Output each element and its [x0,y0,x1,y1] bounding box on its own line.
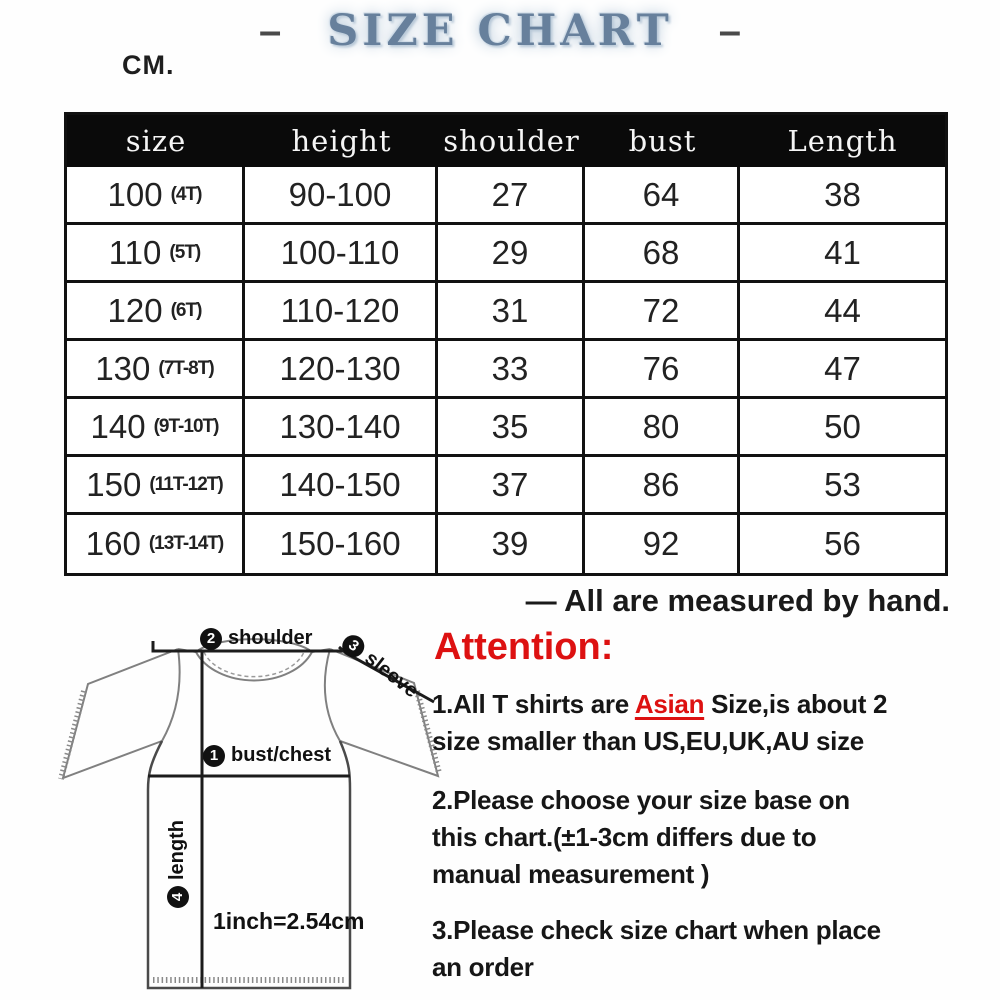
note-line: 2.Please choose your size base on [432,785,850,815]
measured-by-hand-note: — All are measured by hand. [525,583,950,618]
shoulder-cell: 39 [438,515,585,573]
note-text: Size,is about 2 [704,689,888,719]
age-tag: (11T-12T) [149,473,223,495]
size-value: 150 [86,465,142,503]
header-cell-shoulder: shoulder [438,115,585,167]
shoulder-cell: 31 [438,283,585,341]
length-cell: 44 [740,283,945,341]
height-cell: 100-110 [245,225,438,283]
header-cell-bust: bust [585,115,740,167]
size-value: 100 [107,175,163,213]
age-tag: (7T-8T) [158,357,214,379]
size-value: 140 [90,407,146,445]
shoulder-cell: 37 [438,457,585,515]
size-cell [67,457,245,515]
length-cell: 50 [740,399,945,457]
marker-3-icon: 3 [338,630,369,661]
age-tag: (5T) [169,241,201,263]
size-value: 120 [107,291,163,329]
page-title [0,6,1000,56]
size-cell [67,283,245,341]
bust-chest-label [203,744,331,767]
note-text: 1.All T shirts are [432,689,635,719]
age-tag: (13T-14T) [148,533,224,554]
note-line: 3.Please check size chart when place [432,915,881,945]
title-dash-right: – [718,9,741,53]
age-tag: (4T) [170,183,202,205]
inch-conversion-note: 1inch=2.54cm [213,908,365,934]
shoulder-cell: 35 [438,399,585,457]
length-label [166,820,189,908]
size-value: 130 [95,349,151,387]
bust-cell: 68 [585,225,740,283]
attention-note-2 [432,782,850,893]
shoulder-cell: 27 [438,167,585,225]
size-chart-title: SIZE CHART [327,6,673,56]
shoulder-label [200,627,312,650]
note-line: manual measurement ) [432,859,710,889]
height-cell: 150-160 [245,515,438,573]
note-line: this chart.(±1-3cm differs due to [432,822,817,852]
marker-1-icon: 1 [203,745,225,767]
length-cell: 47 [740,341,945,399]
size-cell [67,399,245,457]
note-line [432,686,887,723]
age-tag: (6T) [170,299,202,321]
bust-cell: 80 [585,399,740,457]
marker-4-icon: 4 [167,886,189,908]
bust-cell: 72 [585,283,740,341]
header-cell-height: height [245,115,438,167]
title-dash-left: – [259,9,282,53]
length-cell: 53 [740,457,945,515]
asian-highlight: Asian [634,689,705,719]
sleeve-label-text: sleeve [360,647,423,703]
bust-label-text: bust/chest [231,744,332,766]
note-line: an order [432,952,534,982]
height-cell: 110-120 [245,283,438,341]
height-cell: 90-100 [245,167,438,225]
size-cell [67,515,245,573]
attention-note-1 [432,686,887,760]
length-cell: 56 [740,515,945,573]
size-cell [67,167,245,225]
bust-cell: 92 [585,515,740,573]
cuff-hem-hatching [61,691,439,980]
bust-cell: 76 [585,341,740,399]
header-cell-size: size [67,115,245,167]
size-cell [67,341,245,399]
height-cell: 130-140 [245,399,438,457]
age-tag: (9T-10T) [153,415,219,437]
length-label-text: length [166,820,188,880]
shoulder-label-text: shoulder [228,627,313,649]
size-value: 110 [108,233,162,271]
note-line: size smaller than US,EU,UK,AU size [432,726,864,756]
shoulder-cell: 29 [438,225,585,283]
length-cell: 38 [740,167,945,225]
length-cell: 41 [740,225,945,283]
measurement-lines [148,641,434,988]
size-cell [67,225,245,283]
unit-label: CM. [122,50,175,80]
marker-2-icon: 2 [200,628,222,650]
size-value: 160 [85,525,141,562]
height-cell: 140-150 [245,457,438,515]
header-cell-length: Length [740,115,945,167]
bust-cell: 64 [585,167,740,225]
bust-cell: 86 [585,457,740,515]
height-cell: 120-130 [245,341,438,399]
size-table [64,112,948,576]
attention-heading: Attention: [434,626,614,668]
attention-note-3 [432,912,881,986]
shoulder-cell: 33 [438,341,585,399]
